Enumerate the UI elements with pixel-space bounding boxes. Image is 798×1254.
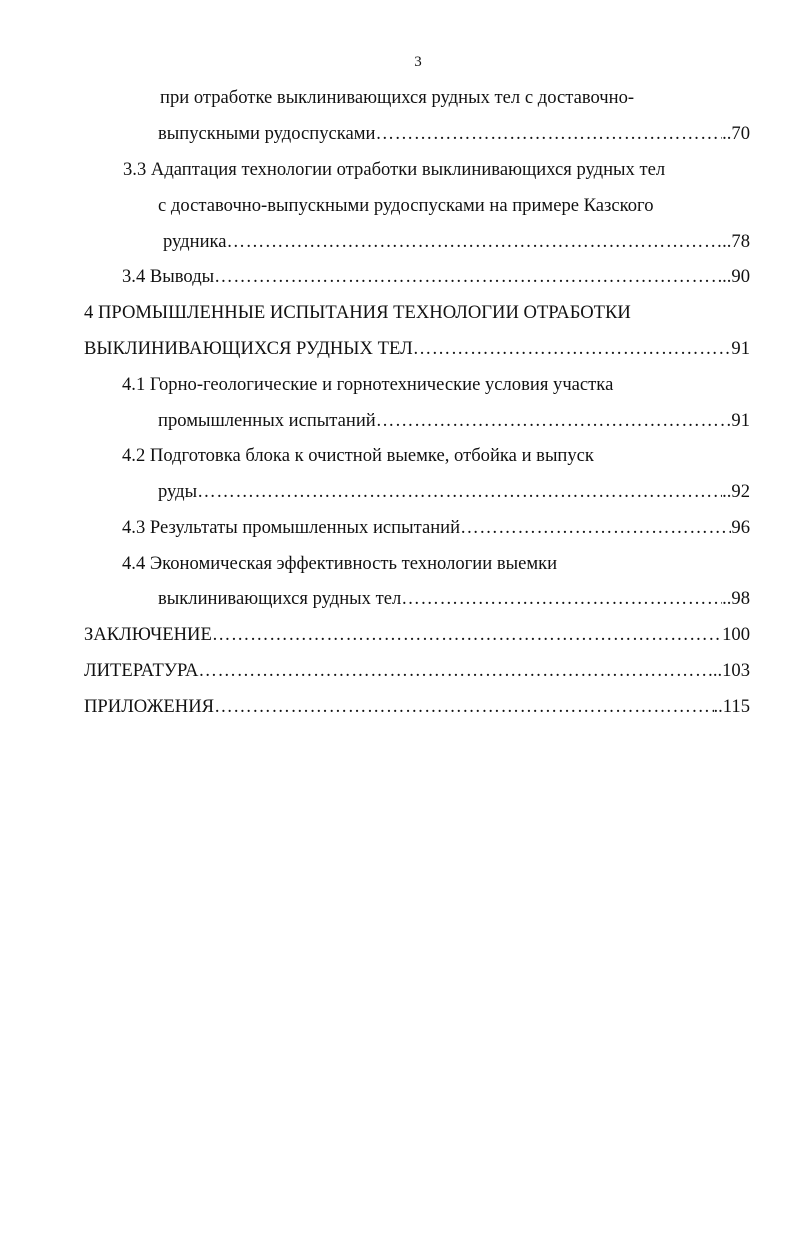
toc-entry-text: 4.2 Подготовка блока к очистной выемке, отбойка и выпуск xyxy=(122,445,594,466)
toc-line xyxy=(122,438,594,474)
dot-leader xyxy=(214,259,722,295)
toc-page-number: ..92 xyxy=(722,481,750,502)
dot-leader xyxy=(401,581,722,617)
toc-line xyxy=(84,295,631,331)
toc-page-number: 91 xyxy=(731,410,750,431)
toc-line[interactable] xyxy=(122,510,750,546)
page-number: 3 xyxy=(414,54,422,70)
toc-line xyxy=(122,546,557,582)
toc-entry-text: с доставочно-выпускными рудоспусками на примере Казского xyxy=(158,195,654,216)
toc-page-number: ..103 xyxy=(712,660,750,681)
toc-line xyxy=(122,367,613,403)
toc-page-number: 96 xyxy=(731,517,750,538)
dot-leader xyxy=(212,617,722,653)
toc-line[interactable] xyxy=(122,259,750,295)
toc-line[interactable] xyxy=(158,116,750,152)
toc-page-number: 100 xyxy=(722,624,750,645)
dot-leader xyxy=(214,689,713,725)
toc-line[interactable] xyxy=(158,474,750,510)
toc-page-number: 91 xyxy=(731,338,750,359)
toc-line[interactable] xyxy=(158,403,750,439)
dot-leader xyxy=(198,653,712,689)
toc-line[interactable] xyxy=(163,224,750,260)
toc-entry-text: выклинивающихся рудных тел xyxy=(158,588,402,609)
dot-leader xyxy=(197,474,722,510)
dot-leader xyxy=(227,224,723,260)
toc-entry-text: при отработке выклинивающихся рудных тел с доставочно- xyxy=(160,87,635,108)
toc-entry-text: 4 ПРОМЫШЛЕННЫЕ ИСПЫТАНИЯ ТЕХНОЛОГИИ ОТРАБОТКИ xyxy=(84,302,631,323)
toc-line xyxy=(123,152,665,188)
toc-line[interactable] xyxy=(84,617,750,653)
toc-line xyxy=(160,80,634,116)
toc-page-number: ..90 xyxy=(722,266,750,287)
toc-page-number: ..98 xyxy=(722,588,750,609)
toc-page-number: ..115 xyxy=(713,696,750,717)
toc-line[interactable] xyxy=(84,689,750,725)
toc-entry-text: 4.3 Результаты промышленных испытаний xyxy=(122,517,461,538)
toc-entry-text: 3.3 Адаптация технологии отработки выклинивающихся рудных тел xyxy=(123,159,666,180)
dot-leader xyxy=(376,403,732,439)
toc-entry-text: ЗАКЛЮЧЕНИЕ xyxy=(84,624,212,645)
toc-entry-text: ВЫКЛИНИВАЮЩИХСЯ РУДНЫХ ТЕЛ xyxy=(84,338,413,359)
toc-line[interactable] xyxy=(158,581,750,617)
toc-line xyxy=(158,188,654,224)
toc-page-number: ..70 xyxy=(722,123,750,144)
toc-entry-text: рудника xyxy=(163,231,227,252)
dot-leader xyxy=(376,116,723,152)
toc-entry-text: 4.1 Горно-геологические и горнотехнические условия участка xyxy=(122,374,614,395)
dot-leader xyxy=(413,331,732,367)
toc-entry-text: ЛИТЕРАТУРА xyxy=(84,660,199,681)
toc-line[interactable] xyxy=(84,331,750,367)
toc-entry-text: руды xyxy=(158,481,198,502)
toc-line[interactable] xyxy=(84,653,750,689)
toc-page-number: ..78 xyxy=(722,231,750,252)
toc-entry-text: промышленных испытаний xyxy=(158,410,376,431)
toc-entry-text: выпускными рудоспусками xyxy=(158,123,376,144)
toc-entry-text: 3.4 Выводы xyxy=(122,266,215,287)
dot-leader xyxy=(460,510,731,546)
toc-entry-text: ПРИЛОЖЕНИЯ xyxy=(84,696,215,717)
toc-entry-text: 4.4 Экономическая эффективность технологии выемки xyxy=(122,553,558,574)
